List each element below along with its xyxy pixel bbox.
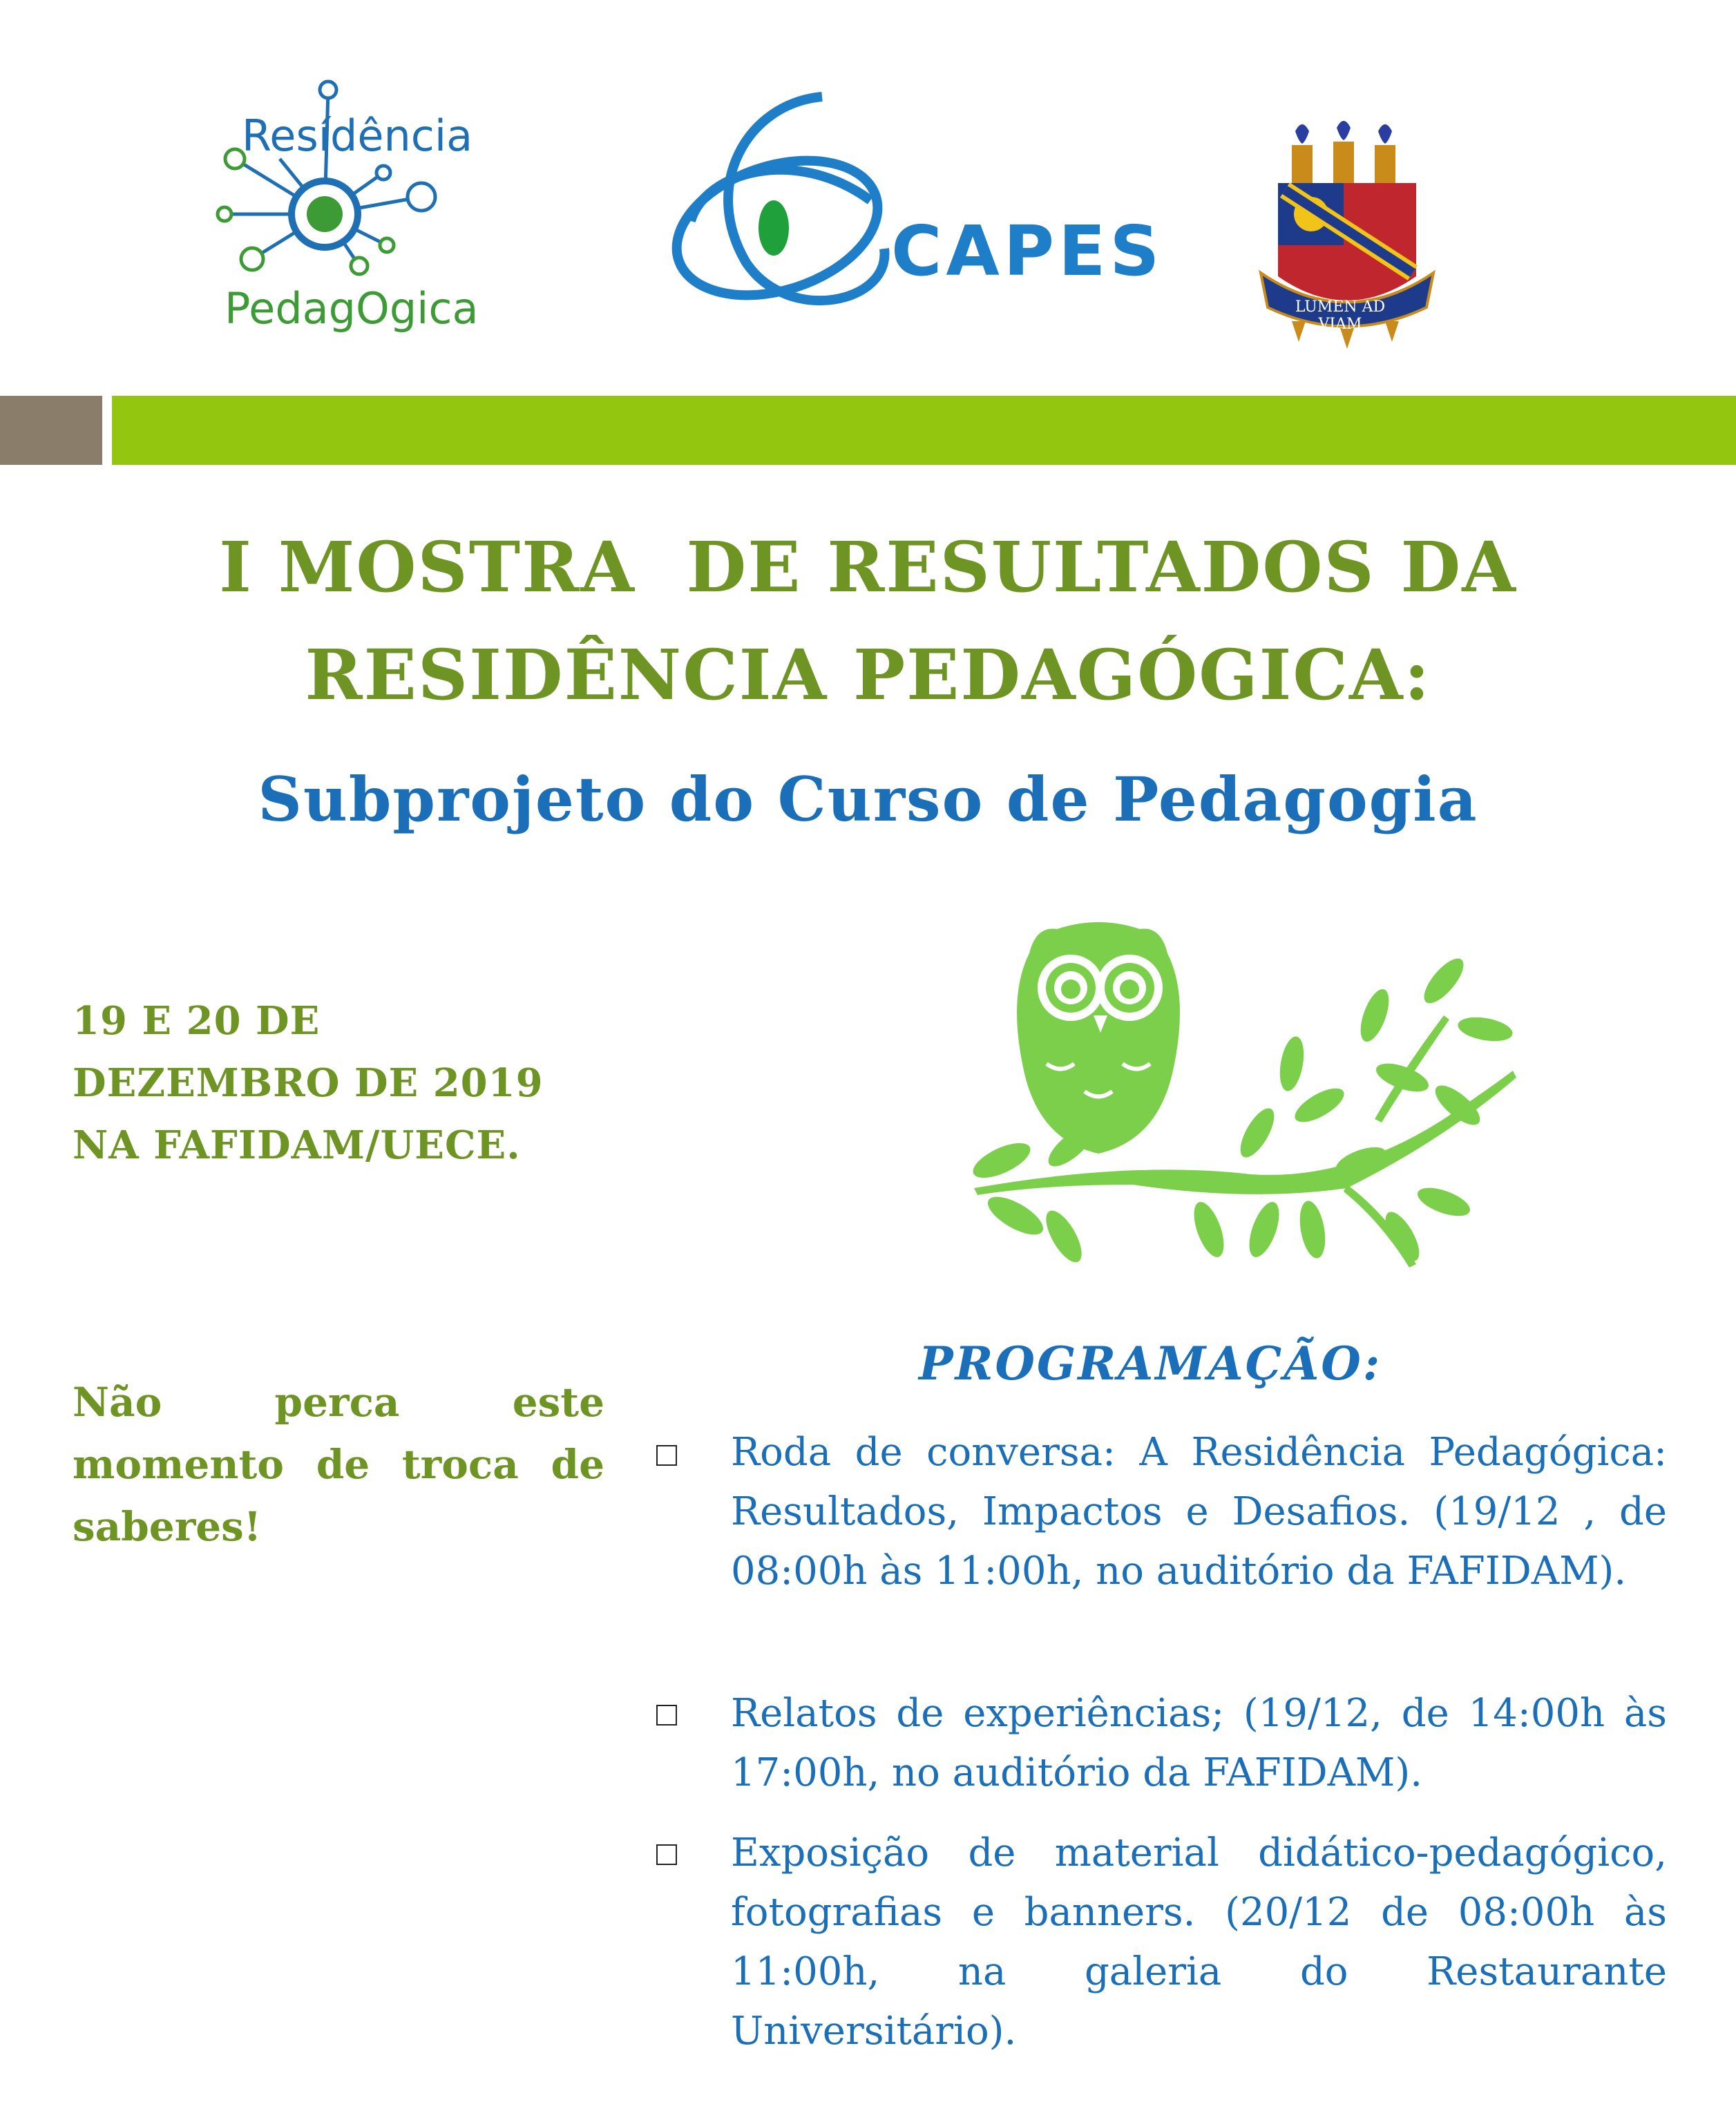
residencia-pedagogica-logo bbox=[214, 76, 518, 338]
divider-gray-block bbox=[0, 396, 102, 465]
page-title-line2: RESIDÊNCIA PEDAGÓGICA: bbox=[305, 634, 1431, 716]
checkbox-bullet-icon bbox=[656, 1844, 677, 1865]
page-title-line1: I MOSTRA DE RESULTADOS DA bbox=[219, 526, 1517, 608]
logo-text-pedagogica: PedagOgica bbox=[225, 283, 479, 334]
logo-text-residencia: Resídência bbox=[242, 111, 473, 161]
event-location-line: NA FAFIDAM/UECE. bbox=[73, 1122, 521, 1168]
program-heading: PROGRAMAÇÃO: bbox=[919, 1337, 1382, 1390]
program-item: Roda de conversa: A Residência Pedagógica: Resultados, Impactos e Desafios. (19/12 , de 08:00h às 11:00h, no auditório da FAFIDAM). bbox=[731, 1430, 1667, 1594]
crest-icon bbox=[1257, 117, 1437, 373]
divider-green-bar bbox=[112, 396, 1736, 465]
uece-crest-logo bbox=[1257, 117, 1437, 373]
capes-logo bbox=[663, 83, 1164, 325]
page-subtitle: Subprojeto do Curso de Pedagogia bbox=[258, 763, 1478, 835]
owl-on-branch-icon bbox=[960, 912, 1520, 1299]
crest-motto: LUMEN AD VIAM bbox=[1295, 298, 1386, 333]
program-item: Relatos de experiências; (19/12, de 14:00h às 17:00h, no auditório da FAFIDAM). bbox=[731, 1691, 1667, 1795]
promo-text: Não perca este momento de troca de saberes! bbox=[73, 1379, 604, 1550]
event-date-line2: DEZEMBRO DE 2019 bbox=[73, 1060, 544, 1106]
program-item: Exposição de material didático-pedagógico, fotografias e banners. (20/12 de 08:00h às 11:00h, na galeria do Restaurante Universitário). bbox=[731, 1831, 1667, 2054]
checkbox-bullet-icon bbox=[656, 1705, 677, 1726]
capes-wordmark: CAPES bbox=[891, 211, 1164, 291]
event-date-line1: 19 E 20 DE bbox=[73, 998, 321, 1044]
checkbox-bullet-icon bbox=[656, 1445, 677, 1466]
